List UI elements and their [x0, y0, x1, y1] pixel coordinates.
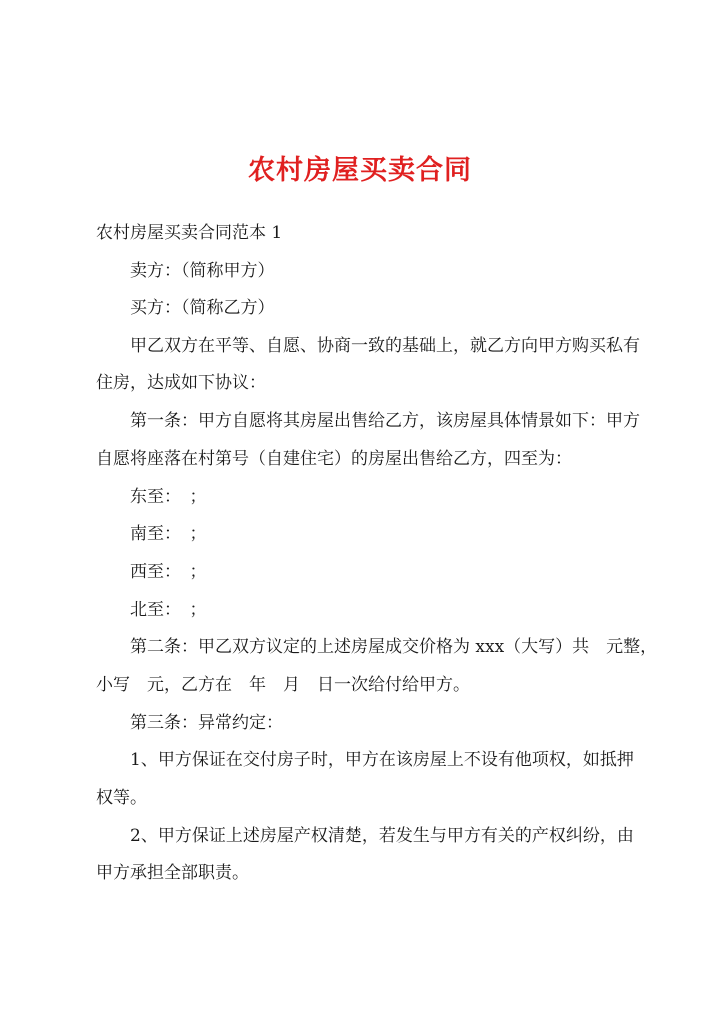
- document-title: 农村房屋买卖合同: [248, 155, 472, 186]
- clause-1-line: 权等。: [96, 788, 147, 808]
- clause-1-line: 1、甲方保证在交付房子时，甲方在该房屋上不设有他项权，如抵押: [130, 750, 634, 770]
- article-one-line: 第一条：甲方自愿将其房屋出售给乙方，该房屋具体情景如下：甲方: [130, 411, 640, 431]
- boundary-west: 西至： ；: [130, 562, 207, 582]
- boundary-north: 北至： ；: [130, 600, 207, 620]
- boundary-east: 东至： ；: [130, 487, 207, 507]
- seller-line: 卖方：（简称甲方）: [130, 261, 275, 281]
- template-label: 农村房屋买卖合同范本 1: [96, 223, 283, 243]
- paragraph-line: 甲乙双方在平等、自愿、协商一致的基础上，就乙方向甲方购买私有: [130, 336, 640, 356]
- article-three-line: 第三条：异常约定：: [130, 713, 283, 733]
- article-two-line: 第二条：甲乙双方议定的上述房屋成交价格为 xxx（大写）共 元整，: [130, 637, 658, 657]
- paragraph-line: 住房，达成如下协议：: [96, 373, 266, 393]
- article-two-line: 小写 元，乙方在 年 月 日一次给付给甲方。: [96, 675, 470, 695]
- boundary-south: 南至： ；: [130, 524, 207, 544]
- clause-2-line: 甲方承担全部职责。: [96, 863, 249, 883]
- buyer-line: 买方：（简称乙方）: [130, 298, 275, 318]
- clause-2-line: 2、甲方保证上述房屋产权清楚，若发生与甲方有关的产权纠纷，由: [130, 826, 634, 846]
- article-one-line: 自愿将座落在村第号（自建住宅）的房屋出售给乙方，四至为：: [96, 449, 572, 469]
